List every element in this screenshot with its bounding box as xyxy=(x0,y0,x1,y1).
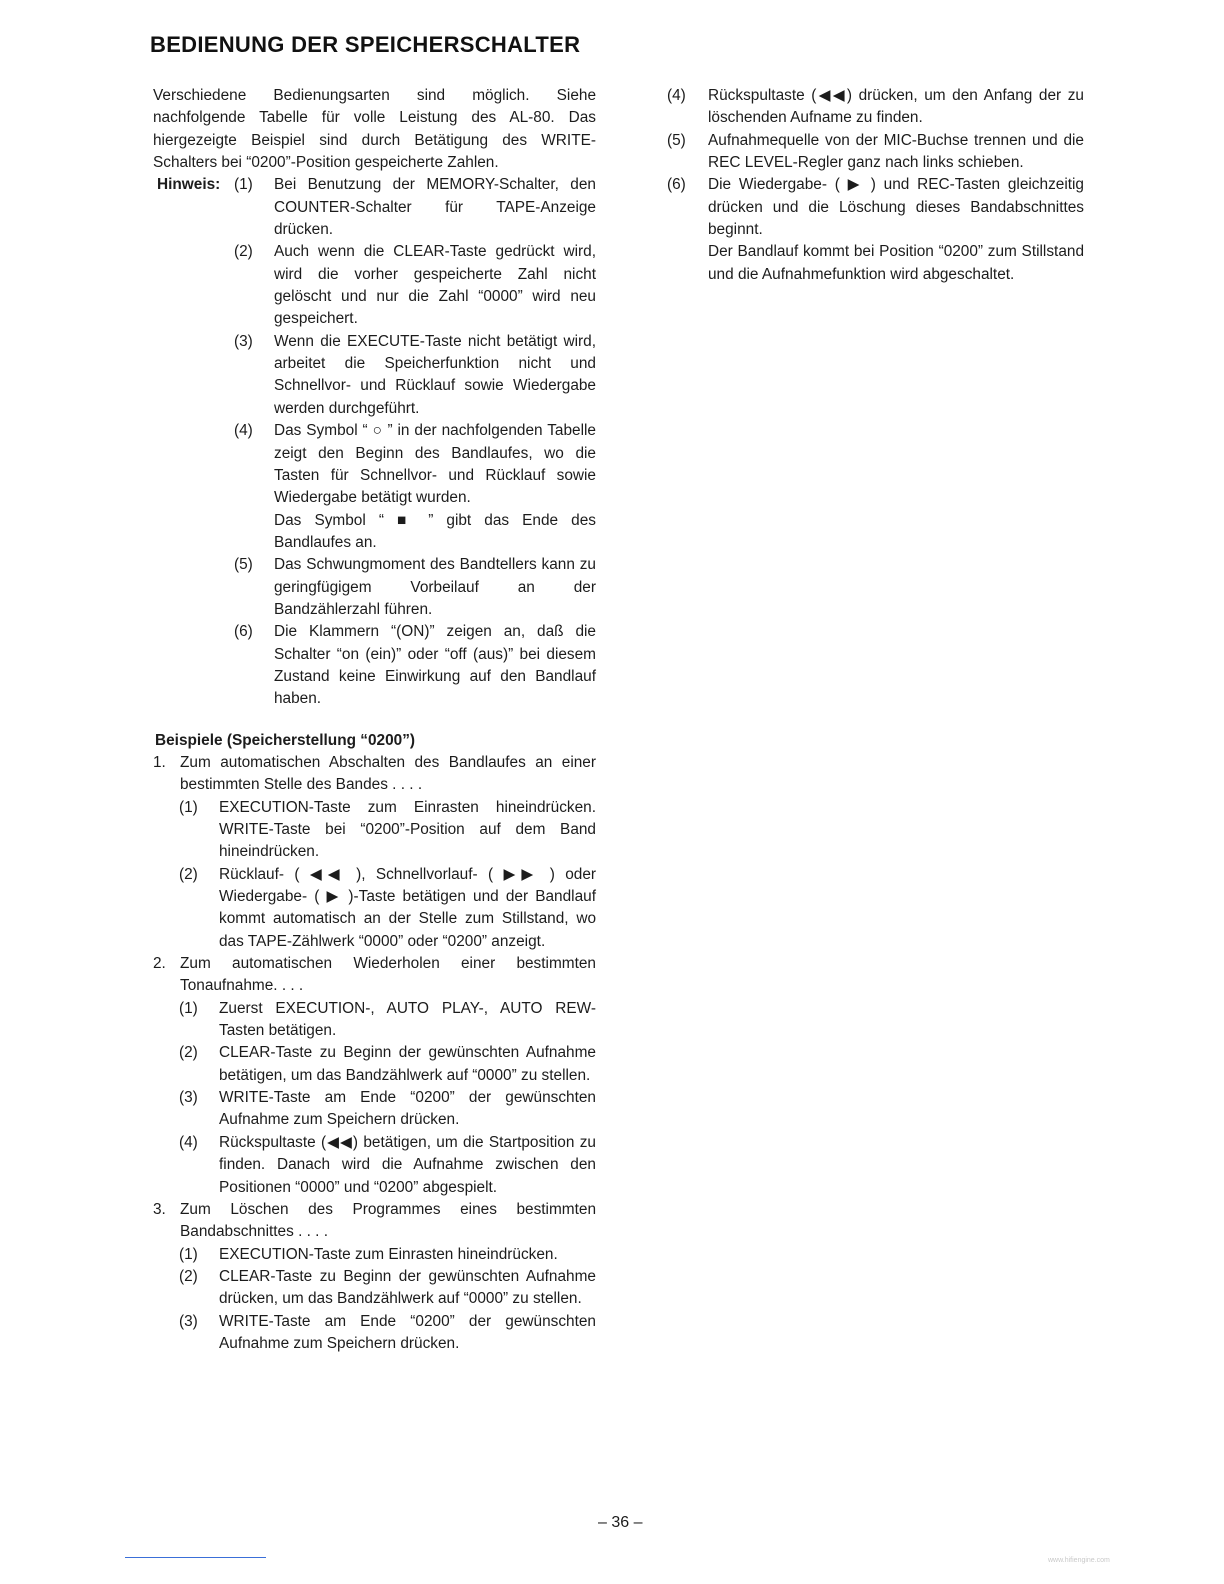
item-text: Die Klammern “(ON)” zeigen an, daß die Schalter “on (ein)” oder “off (aus)” bei diesem Zustand keine Einwirkung auf den Bandlauf haben. xyxy=(274,623,596,708)
step-number: (4) xyxy=(667,87,686,104)
step-text: Zuerst EXECUTION-, AUTO PLAY-, AUTO REW-Tasten betätigen. xyxy=(219,999,596,1040)
section-text: Zum automatischen Wiederholen einer bestimmten Tonaufnahme. . . . xyxy=(180,955,596,995)
step-text: EXECUTION-Taste zum Einrasten hineindrücken. WRITE-Taste bei “0200”-Position auf dem Band hineindrücken. xyxy=(219,798,596,861)
item-number: (6) xyxy=(234,623,253,641)
hinweis-item xyxy=(234,241,596,330)
step-number: (1) xyxy=(179,1245,198,1263)
examples-heading: Beispiele (Speicherstellung “0200”) xyxy=(155,731,416,749)
step-text: WRITE-Taste am Ende “0200” der gewünschten Aufnahme zum Speichern drücken. xyxy=(219,1089,596,1129)
left-column xyxy=(153,85,596,1355)
example-section xyxy=(153,953,596,998)
step-number: (1) xyxy=(179,999,198,1017)
section-number: 2. xyxy=(153,955,166,973)
step-text: WRITE-Taste am Ende “0200” der gewünschten Aufnahme zum Speichern drücken. xyxy=(219,1312,596,1352)
step-text: Aufnahmequelle von der MIC-Buchse trennen und die REC LEVEL-Regler ganz nach links schieben. xyxy=(708,131,1084,172)
hinweis-item xyxy=(234,420,596,554)
item-text: Wenn die EXECUTE-Taste nicht betätigt wird, arbeitet die Speicherfunktion nicht und Schnellvor- und Rücklauf sowie Wiedergabe werden durchgeführt. xyxy=(274,332,596,417)
section-text: Zum automatischen Abschalten des Bandlaufes an einer bestimmten Stelle des Bandes . . . . xyxy=(180,753,596,794)
item-number: (1) xyxy=(234,176,253,194)
section-text: Zum Löschen des Programmes eines bestimmten Bandabschnittes . . . . xyxy=(180,1200,596,1241)
step-item xyxy=(179,1244,596,1266)
step-item xyxy=(667,85,1084,130)
step-list xyxy=(153,797,596,953)
example-section xyxy=(153,752,596,797)
item-number: (2) xyxy=(234,243,253,261)
step-list xyxy=(153,998,596,1199)
step-number: (2) xyxy=(179,865,198,883)
step-item xyxy=(179,1087,596,1132)
footer-rule xyxy=(125,1557,266,1558)
item-text: Das Symbol “ ○ ” in der nachfolgenden Tabelle zeigt den Beginn des Bandlaufes, wo die Tasten für Schnellvor- und Rücklauf sowie Wiedergabe betätigt wurden. xyxy=(274,422,596,507)
item-text: Das Schwungmoment des Bandtellers kann zu geringfügigem Vorbeilauf an der Bandzählerzahl führen. xyxy=(274,556,596,618)
page-number: – 36 – xyxy=(598,1514,643,1531)
step-text: Rückspultaste (◀◀) drücken, um den Anfang der zu löschenden Aufname zu finden. xyxy=(708,87,1084,127)
step-number: (6) xyxy=(667,176,686,194)
hinweis-label: Hinweis: xyxy=(157,176,221,194)
hinweis-item xyxy=(234,554,596,621)
step-number: (3) xyxy=(179,1089,198,1107)
item-number: (3) xyxy=(234,332,253,350)
step-item xyxy=(179,1266,596,1311)
step-number: (5) xyxy=(667,131,686,149)
right-column xyxy=(667,85,1084,286)
item-text: Auch wenn die CLEAR-Taste gedrückt wird, wird die vorher gespeicherte Zahl nicht gelöscht und nur die Zahl “0000” wird neu gespeichert. xyxy=(274,243,596,328)
step-text: CLEAR-Taste zu Beginn der gewünschten Aufnahme drücken, um das Bandzählwerk auf “0000” zu stellen. xyxy=(219,1267,596,1308)
step-item xyxy=(179,797,596,864)
step-text-continued: Der Bandlauf kommt bei Position “0200” zum Stillstand und die Aufnahmefunktion wird abgeschaltet. xyxy=(708,243,1084,283)
item-text-continued: Das Symbol “ ■ ” gibt das Ende des Bandlaufes an. xyxy=(274,511,596,551)
watermark: www.hifiengine.com xyxy=(1048,1557,1110,1564)
step-text: Die Wiedergabe- ( ▶ ) und REC-Tasten gleichzeitig drücken und die Löschung dieses Bandabschnittes beginnt. xyxy=(708,176,1084,239)
step-number: (2) xyxy=(179,1267,198,1285)
step-item xyxy=(667,174,1084,286)
item-number: (4) xyxy=(234,422,253,440)
step-text: Rückspultaste (◀◀) betätigen, um die Startposition zu finden. Danach wird die Aufnahme zwischen den Positionen “0000” und “0200” abgespielt. xyxy=(219,1133,596,1196)
step-number: (1) xyxy=(179,798,198,816)
section-number: 1. xyxy=(153,753,166,771)
step-item xyxy=(179,1132,596,1199)
step-number: (4) xyxy=(179,1133,198,1151)
step-item xyxy=(179,864,596,953)
step-number: (2) xyxy=(179,1044,198,1062)
step-number: (3) xyxy=(179,1312,198,1330)
item-number: (5) xyxy=(234,556,253,574)
step-item xyxy=(179,998,596,1043)
step-list-continued xyxy=(667,85,1084,286)
example-section xyxy=(153,1199,596,1244)
hinweis-block xyxy=(153,174,596,710)
hinweis-item xyxy=(234,621,596,710)
hinweis-item xyxy=(234,331,596,420)
step-list xyxy=(153,1244,596,1356)
step-item xyxy=(179,1311,596,1356)
step-text: CLEAR-Taste zu Beginn der gewünschten Aufnahme betätigen, um das Bandzählwerk auf “0000” zu stellen. xyxy=(219,1044,596,1084)
page-title: BEDIENUNG DER SPEICHERSCHALTER xyxy=(150,32,581,57)
step-item xyxy=(179,1042,596,1087)
item-text: Bei Benutzung der MEMORY-Schalter, den COUNTER-Schalter für TAPE-Anzeige drücken. xyxy=(274,176,596,239)
step-text: EXECUTION-Taste zum Einrasten hineindrücken. xyxy=(219,1245,558,1263)
hinweis-item xyxy=(234,174,596,241)
intro-paragraph: Verschiedene Bedienungsarten sind möglich. Siehe nachfolgende Tabelle für volle Leistung des AL-80. Das hiergezeigte Beispiel sind durch Betätigung des WRITE-Schalters bei “0200”-Position gespeicherte Zahlen. xyxy=(153,87,596,172)
section-number: 3. xyxy=(153,1200,166,1218)
step-text: Rücklauf- ( ◀◀ ), Schnellvorlauf- ( ▶▶ ) oder Wiedergabe- ( ▶ )-Taste betätigen und der Bandlauf kommt automatisch an der Stelle zum Stillstand, wo das TAPE-Zählwerk “0000” oder “0200” anzeigt. xyxy=(219,865,596,950)
step-item xyxy=(667,130,1084,175)
